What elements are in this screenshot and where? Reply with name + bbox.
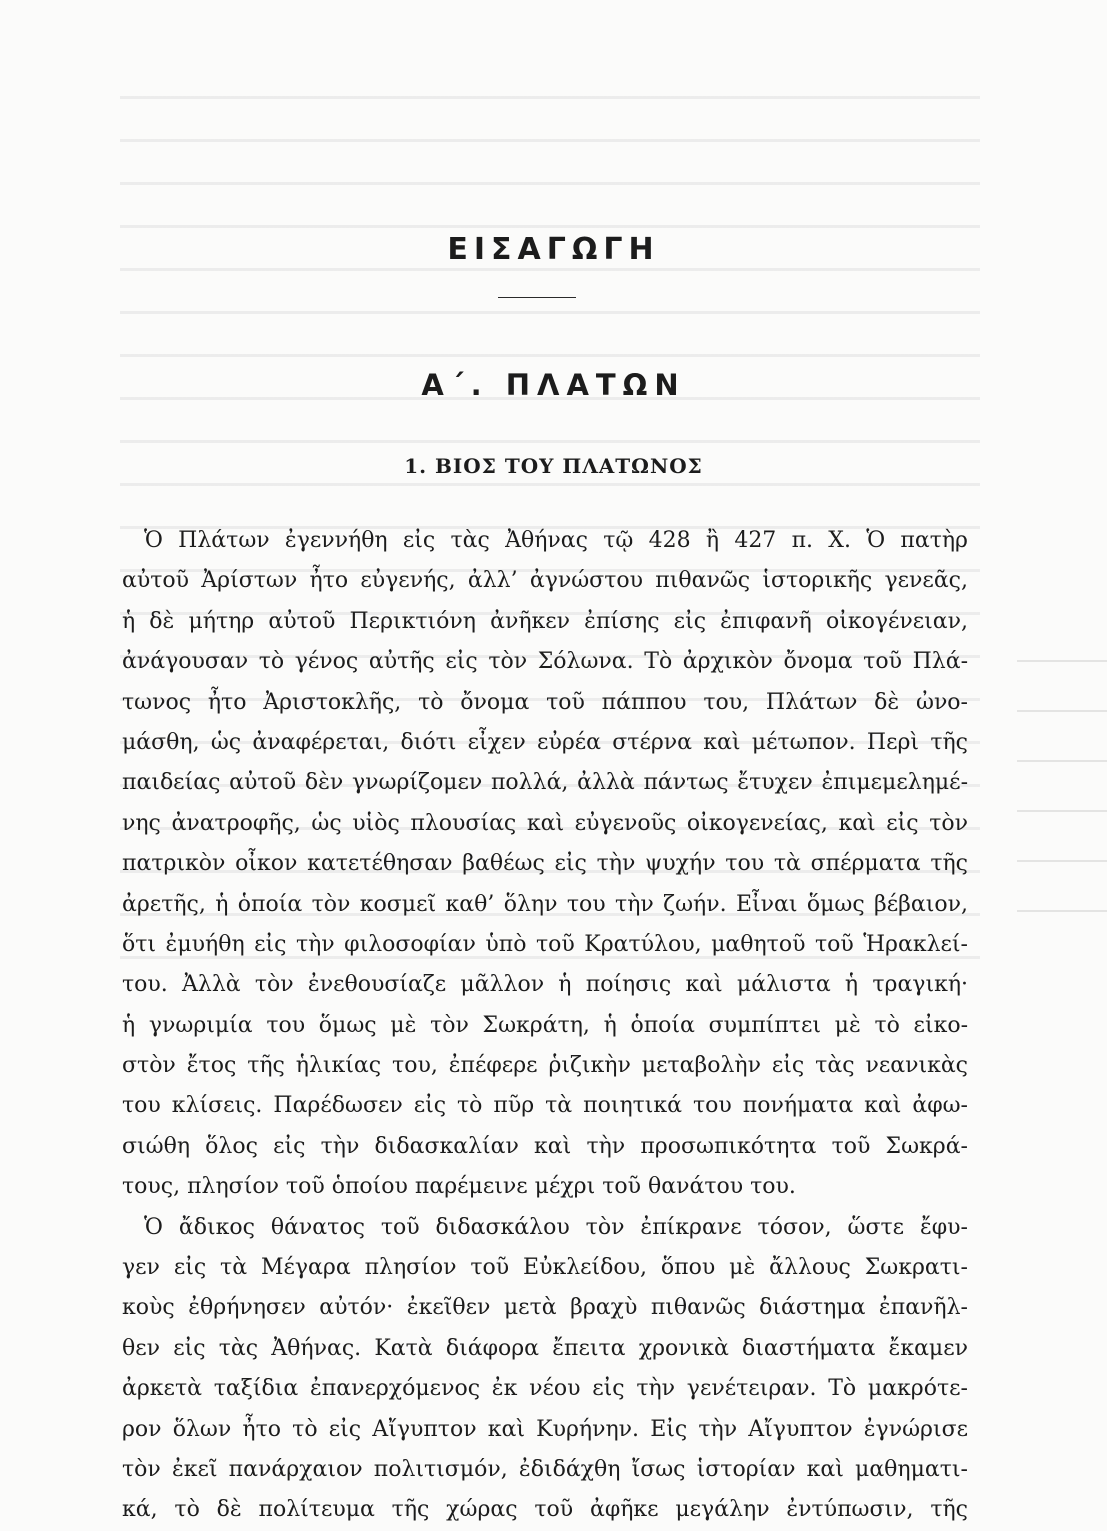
text-line: ὅτι ἐμυήθη εἰς τὴν φιλοσοφίαν ὑπὸ τοῦ Κρατύλου, μαθητοῦ τοῦ Ἡρακλεί- bbox=[122, 931, 968, 957]
text-line: ἀρετῆς, ἡ ὁποία τὸν κοσμεῖ καθ’ ὅλην του τὴν ζωήν. Εἶναι ὅμως βέβαιον, bbox=[122, 891, 968, 917]
text-line: του. Ἀλλὰ τὸν ἐνεθουσίαζε μᾶλλον ἡ ποίησις καὶ μάλιστα ἡ τραγική· bbox=[122, 972, 968, 998]
section-title: 1. ΒΙΟΣ ΤΟΥ ΠΛΑΤΩΝΟΣ bbox=[404, 454, 703, 478]
main-title: ΕΙΣΑΓΩΓΗ bbox=[447, 232, 660, 267]
text-line: Ὁ ἄδικος θάνατος τοῦ διδασκάλου τὸν ἐπίκρανε τόσον, ὥστε ἔφυ- bbox=[144, 1214, 968, 1240]
text-line: ἡ γνωριμία του ὅμως μὲ τὸν Σωκράτη, ἡ ὁποία συμπίπτει μὲ τὸ εἰκο- bbox=[122, 1012, 968, 1038]
text-line: σιώθη ὅλος εἰς τὴν διδασκαλίαν καὶ τὴν προσωπικότητα τοῦ Σωκρά- bbox=[122, 1133, 968, 1159]
text-line: ἀρκετὰ ταξίδια ἐπανερχόμενος ἐκ νέου εἰς τὴν γενέτειραν. Τὸ μακρότε- bbox=[122, 1376, 968, 1402]
text-line: θεν εἰς τὰς Ἀθήνας. Κατὰ διάφορα ἔπειτα χρονικὰ διαστήματα ἔκαμεν bbox=[122, 1335, 968, 1361]
text-line: του κλίσεις. Παρέδωσεν εἰς τὸ πῦρ τὰ ποιητικά του πονήματα καὶ ἀφω- bbox=[122, 1093, 968, 1119]
text-line: ἡ δὲ μήτηρ αὐτοῦ Περικτιόνη ἀνῆκεν ἐπίσης εἰς ἐπιφανῆ οἰκογένειαν, bbox=[122, 608, 968, 634]
text-line: τους, πλησίον τοῦ ὁποίου παρέμεινε μέχρι τοῦ θανάτου του. bbox=[122, 1174, 796, 1200]
text-line: πατρικὸν οἶκον κατετέθησαν βαθέως εἰς τὴν ψυχήν του τὰ σπέρματα τῆς bbox=[122, 851, 968, 877]
chapter-title: Α΄. ΠΛΑΤΩΝ bbox=[421, 368, 686, 402]
paragraph-2 bbox=[122, 1208, 968, 1531]
paragraph-1 bbox=[122, 521, 968, 1208]
text-line: κοὺς ἐθρήνησεν αὐτόν· ἐκεῖθεν μετὰ βραχὺ πιθανῶς διάστημα ἐπανῆλ- bbox=[122, 1295, 968, 1321]
text-line: αὐτοῦ Ἀρίστων ἦτο εὐγενής, ἀλλ’ ἀγνώστου πιθανῶς ἱστορικῆς γενεᾶς, bbox=[122, 568, 968, 594]
text-line: μάσθη, ὡς ἀναφέρεται, διότι εἶχεν εὐρέα στέρνα καὶ μέτωπον. Περὶ τῆς bbox=[122, 729, 968, 755]
title-divider bbox=[498, 297, 576, 298]
text-line: ἀνάγουσαν τὸ γένος αὐτῆς εἰς τὸν Σόλωνα. Τὸ ἀρχικὸν ὄνομα τοῦ Πλά- bbox=[122, 649, 968, 675]
text-line: κά, τὸ δὲ πολίτευμα τῆς χώρας τοῦ ἀφῆκε μεγάλην ἐντύπωσιν, τῆς bbox=[122, 1497, 968, 1523]
text-line: τὸν ἐκεῖ πανάρχαιον πολιτισμόν, ἐδιδάχθη ἴσως ἱστορίαν καὶ μαθηματι- bbox=[122, 1456, 968, 1482]
text-line: παιδείας αὐτοῦ δὲν γνωρίζομεν πολλά, ἀλλὰ πάντως ἔτυχεν ἐπιμεμελημέ- bbox=[122, 770, 968, 796]
body-text bbox=[122, 521, 968, 1531]
text-line: νης ἀνατροφῆς, ὡς υἱὸς πλουσίας καὶ εὐγενοῦς οἰκογενείας, καὶ εἰς τὸν bbox=[122, 810, 968, 836]
margin-bleed-through bbox=[1017, 640, 1107, 940]
text-line: στὸν ἔτος τῆς ἡλικίας του, ἐπέφερε ῥιζικὴν μεταβολὴν εἰς τὰς νεανικὰς bbox=[122, 1053, 968, 1079]
text-line: τωνος ἦτο Ἀριστοκλῆς, τὸ ὄνομα τοῦ πάππου του, Πλάτων δὲ ὠνο- bbox=[122, 689, 968, 715]
text-line: Ὁ Πλάτων ἐγεννήθη εἰς τὰς Ἀθήνας τῷ 428 ἢ 427 π. Χ. Ὁ πατὴρ bbox=[144, 528, 968, 553]
text-line: γεν εἰς τὰ Μέγαρα πλησίον τοῦ Εὐκλείδου, ὅπου μὲ ἄλλους Σωκρατι- bbox=[122, 1255, 968, 1281]
text-line: ρον ὅλων ἦτο τὸ εἰς Αἴγυπτον καὶ Κυρήνην. Εἰς τὴν Αἴγυπτον ἐγνώρισε bbox=[122, 1416, 968, 1442]
